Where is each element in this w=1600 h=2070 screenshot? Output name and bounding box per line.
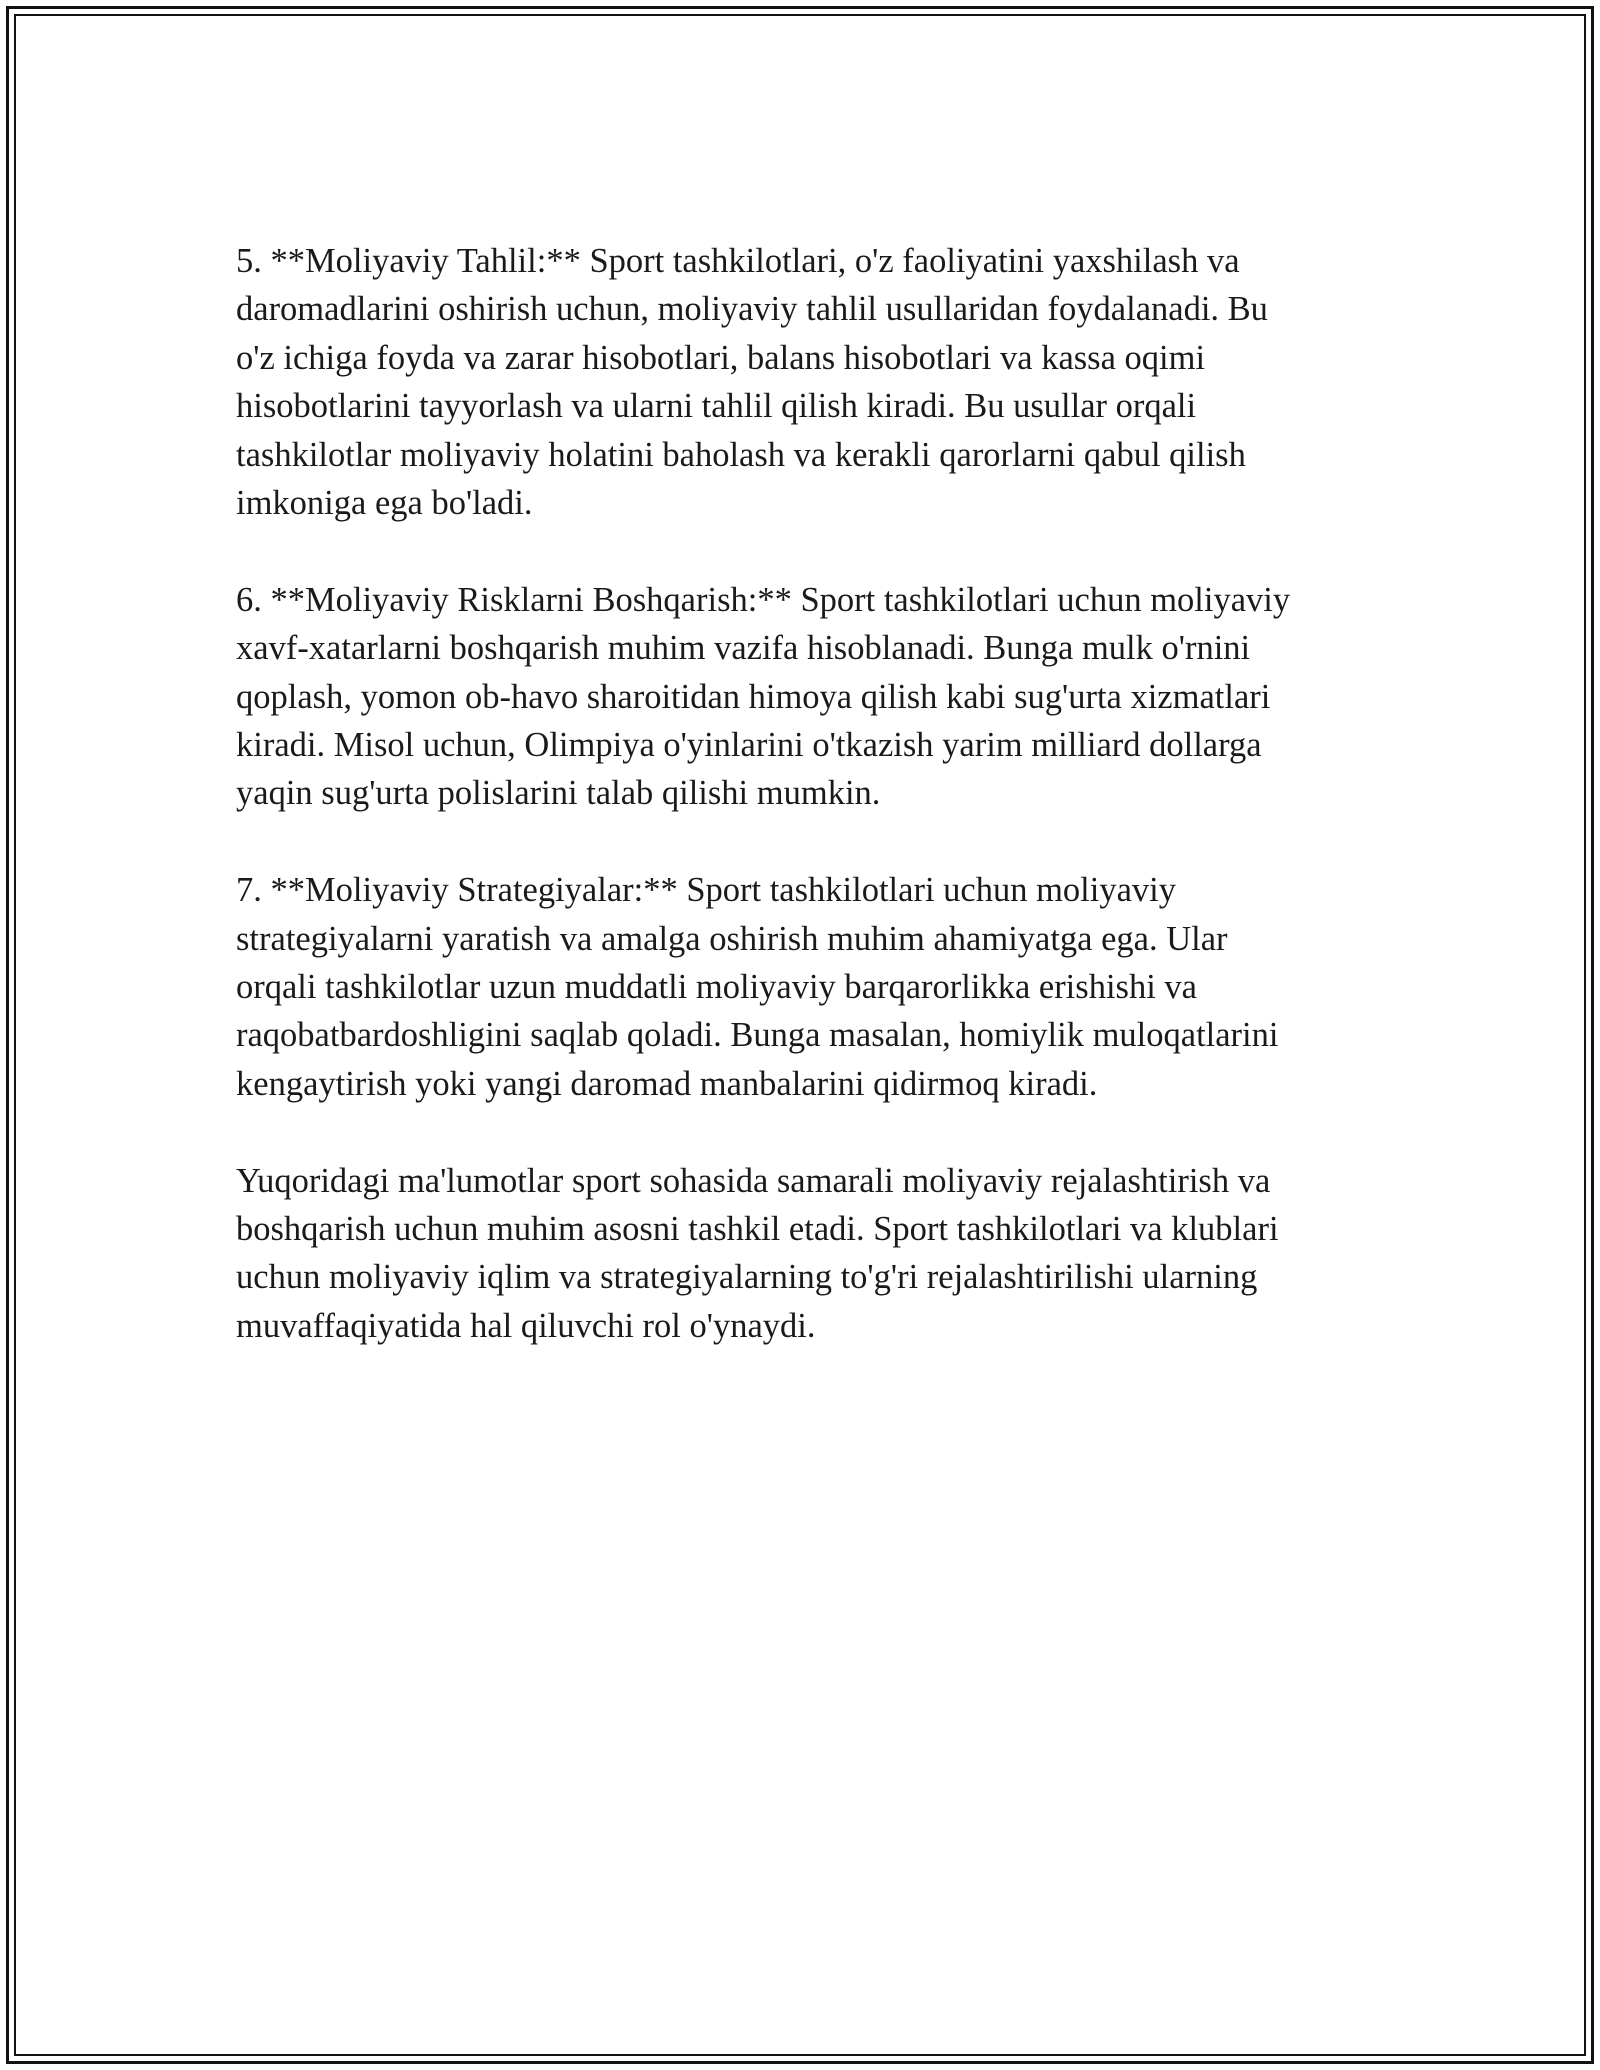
text-line: 5. **Moliyaviy Tahlil:** Sport tashkilotlari, o'z faoliyatini yaxshilash va (236, 242, 1240, 280)
text-line: strategiyalarni yaratish va amalga oshirish muhim ahamiyatga ega. Ular (236, 919, 1228, 958)
text-line: raqobatbardoshligini saqlab qoladi. Bunga masalan, homiylik muloqatlarini (236, 1016, 1279, 1055)
text-line: kiradi. Misol uchun, Olimpiya o'yinlarini o'tkazish yarim milliard dollarga (236, 726, 1262, 765)
text-line: qoplash, yomon ob-havo sharoitidan himoya qilish kabi sug'urta xizmatlari (236, 677, 1271, 716)
paragraph-financial-analysis (236, 237, 1376, 527)
text-line: daromadlarini oshirish uchun, moliyaviy tahlil usullaridan foydalanadi. Bu (236, 290, 1268, 329)
text-line: kengaytirish yoki yangi daromad manbalarini qidirmoq kiradi. (236, 1064, 1098, 1103)
text-line: imkoniga ega bo'ladi. (236, 484, 533, 523)
text-line: 6. **Moliyaviy Risklarni Boshqarish:** Sport tashkilotlari uchun moliyaviy (236, 580, 1291, 619)
document-body (236, 237, 1376, 1399)
text-line: tashkilotlar moliyaviy holatini baholash va kerakli qarorlarni qabul qilish (236, 435, 1246, 474)
paragraph-financial-risk-management (236, 576, 1376, 818)
text-line: boshqarish uchun muhim asosni tashkil etadi. Sport tashkilotlari va klublari (236, 1210, 1279, 1249)
text-line: xavf-xatarlarni boshqarish muhim vazifa hisoblanadi. Bunga mulk o'rnini (236, 629, 1251, 668)
paragraph-financial-strategies (236, 866, 1376, 1108)
text-line: uchun moliyaviy iqlim va strategiyalarning to'g'ri rejalashtirilishi ularning (236, 1258, 1258, 1297)
text-line: muvaffaqiyatida hal qiluvchi rol o'ynaydi. (236, 1306, 816, 1345)
text-line: hisobotlarini tayyorlash va ularni tahlil qilish kiradi. Bu usullar orqali (236, 387, 1197, 426)
text-line: orqali tashkilotlar uzun muddatli moliyaviy barqarorlikka erishishi va (236, 968, 1197, 1007)
text-line: 7. **Moliyaviy Strategiyalar:** Sport tashkilotlari uchun moliyaviy (236, 871, 1176, 910)
paragraph-conclusion (236, 1157, 1376, 1351)
text-line: Yuqoridagi ma'lumotlar sport sohasida samarali moliyaviy rejalashtirish va (236, 1161, 1271, 1200)
text-line: o'z ichiga foyda va zarar hisobotlari, balans hisobotlari va kassa oqimi (236, 338, 1206, 377)
text-line: yaqin sug'urta polislarini talab qilishi mumkin. (236, 774, 881, 813)
